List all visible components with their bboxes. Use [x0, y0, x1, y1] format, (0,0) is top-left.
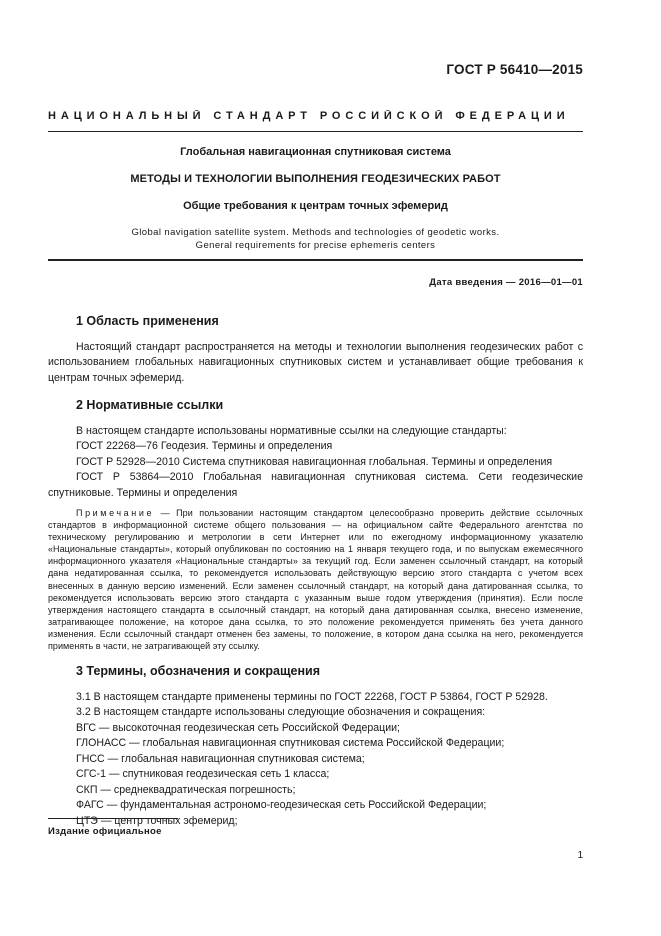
section-1-text: Настоящий стандарт распространяется на методы и технологии выполнения геодезических работ с использованием глобальных навигационных спутниковых систем и устанавливает общие требования к центрам точных эфемерид.	[48, 340, 583, 384]
title-line-2: МЕТОДЫ И ТЕХНОЛОГИИ ВЫПОЛНЕНИЯ ГЕОДЕЗИЧЕСКИХ РАБОТ	[130, 173, 501, 185]
introduction-date: Дата введения — 2016—01—01	[429, 277, 583, 288]
abbreviation-item: СКП — среднеквадратическая погрешность;	[76, 783, 296, 796]
reference-item: ГОСТ 22268—76 Геодезия. Термины и определения	[76, 440, 333, 452]
abbreviation-item: ГНСС — глобальная навигационная спутниковая система;	[76, 752, 365, 765]
abbreviation-item: ЦТЭ — центр точных эфемерид;	[76, 814, 238, 827]
english-title	[48, 226, 583, 252]
footer-divider	[48, 818, 178, 819]
abbreviation-item: ФАГС — фундаментальная астрономо-геодезическая сеть Российской Федерации;	[76, 799, 487, 812]
official-edition-label: Издание официальное	[48, 826, 162, 837]
reference-item: ГОСТ Р 52928—2010 Система спутниковая навигационная глобальная. Термины и определения	[76, 455, 553, 468]
abbreviation-item: СГС-1 — спутниковая геодезическая сеть 1 класса;	[76, 768, 330, 781]
page-number: 1	[577, 850, 583, 861]
section-3-2: 3.2 В настоящем стандарте использованы следующие обозначения и сокращения:	[76, 706, 486, 719]
section-3-1: 3.1 В настоящем стандарте применены термины по ГОСТ 22268, ГОСТ Р 53864, ГОСТ Р 52928.	[76, 690, 548, 703]
section-2-intro: В настоящем стандарте использованы нормативные ссылки на следующие стандарты:	[76, 424, 507, 437]
section-1-heading: 1 Область применения	[76, 314, 219, 328]
section-normative-references	[48, 398, 583, 652]
abbreviation-item: ГЛОНАСС — глобальная навигационная спутниковая система Российской Федерации;	[76, 737, 505, 750]
document-number: ГОСТ Р 56410—2015	[446, 62, 583, 77]
title-divider	[48, 259, 583, 261]
title-line-3: Общие требования к центрам точных эфемерид	[183, 200, 448, 212]
note-text: — При пользовании настоящим стандартом целесообразно проверить действие ссылочных стандартов в информационной системе общего пользования — на официальном сайте Федерального агентства по техническому регулированию и метрологии в сети Интернет или по ежегодному информационному указателю «Национальные стандарты», который опубликован по состоянию на 1 января текущего года, и по выпускам ежемесячного информационного указателя «Национальные стандарты» за текущий год. Если заменен ссылочный стандарт, на который дана недатированная ссылка, то рекомендуется использовать действующую версию этого стандарта с учетом всех внесенных в данную версию изменений. Если заменен ссылочный стандарт, на который дана датированная ссылка, то рекомендуется использовать версию этого стандарта с указанным выше годом утверждения (принятия). Если после утверждения настоящего стандарта в ссылочный стандарт, на который дана датированная ссылка, внесено изменение, затрагивающее положение, на которое дана ссылка, то это положение рекомендуется применять без учета данного изменения. Если ссылочный стандарт отменен без замены, то положение, в котором дана ссылка на него, рекомендуется применять в части, не затрагивающей эту ссылку.	[48, 508, 583, 652]
section-scope	[48, 314, 583, 386]
document-body	[48, 314, 583, 841]
abbreviation-item: ВГС — высокоточная геодезическая сеть Российской Федерации;	[76, 721, 400, 734]
header-divider	[48, 131, 583, 132]
national-standard-banner: НАЦИОНАЛЬНЫЙ СТАНДАРТ РОССИЙСКОЙ ФЕДЕРАЦИИ	[48, 110, 570, 122]
title-line-1: Глобальная навигационная спутниковая система	[180, 146, 451, 158]
note-label: Примечание	[76, 508, 155, 518]
english-title-line-1: Global navigation satellite system. Methods and technologies of geodetic works.	[131, 227, 500, 238]
note-paragraph	[48, 507, 583, 652]
section-terms	[48, 664, 583, 829]
section-3-heading: 3 Термины, обозначения и сокращения	[76, 664, 321, 679]
section-2-heading: 2 Нормативные ссылки	[76, 398, 224, 412]
english-title-line-2: General requirements for precise ephemeris centers	[195, 240, 436, 251]
reference-item: ГОСТ Р 53864—2010 Глобальная навигационная спутниковая система. Сети геодезические спутниковые. Термины и определения	[48, 471, 583, 499]
